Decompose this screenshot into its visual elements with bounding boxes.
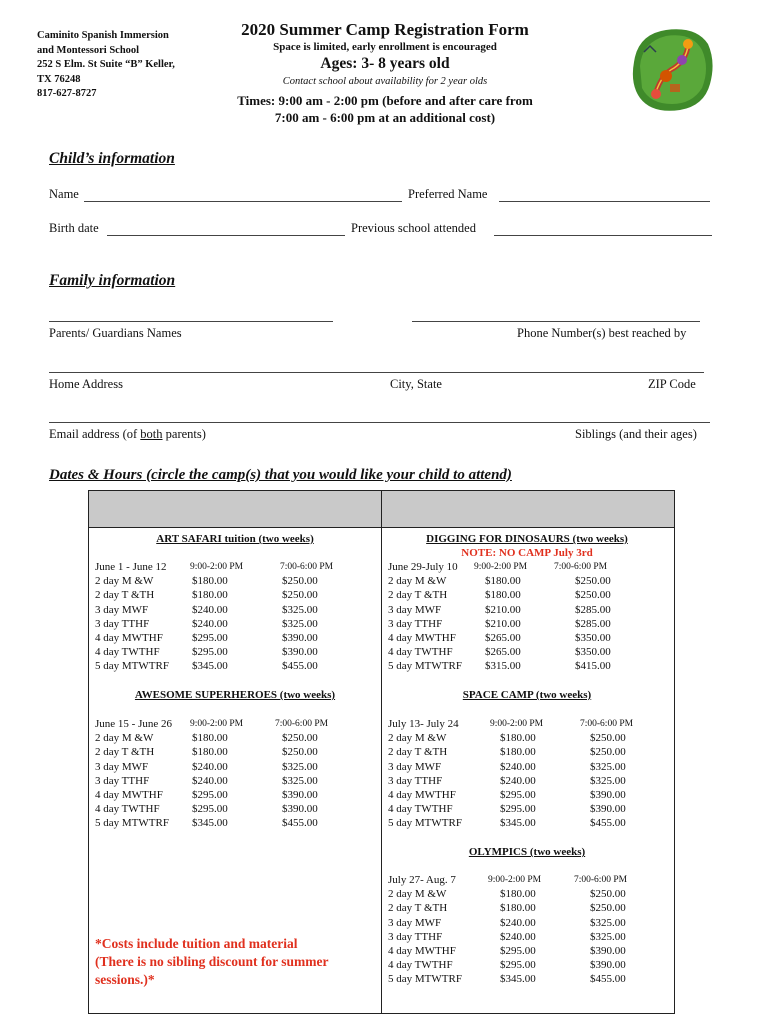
camp-olympics[interactable] xyxy=(388,873,668,987)
price-row xyxy=(95,631,375,645)
price-row xyxy=(388,944,668,958)
camp-art-safari[interactable] xyxy=(95,560,375,674)
price-day: $295.00 xyxy=(500,944,536,957)
price-extended: $390.00 xyxy=(590,944,626,957)
price-row xyxy=(388,574,668,588)
price-day: $315.00 xyxy=(485,660,521,673)
phone-label: Phone Number(s) best reached by xyxy=(517,326,687,340)
price-row xyxy=(388,802,668,816)
price-extended: $250.00 xyxy=(282,746,318,759)
city-state-label: City, State xyxy=(390,377,442,391)
camp-hours-extended: 7:00-6:00 PM xyxy=(280,562,334,572)
plan-label: 2 day M &W xyxy=(95,575,154,588)
price-day: $180.00 xyxy=(485,589,521,602)
table-column-divider xyxy=(381,491,382,1013)
siblings-label: Siblings (and their ages) xyxy=(575,427,697,441)
plan-label: 4 day MWTHF xyxy=(388,631,456,644)
no-camp-note: NOTE: NO CAMP July 3rd xyxy=(461,547,593,559)
price-row xyxy=(95,659,375,673)
price-extended: $455.00 xyxy=(282,660,318,673)
price-row xyxy=(388,617,668,631)
camp-space[interactable] xyxy=(388,717,668,831)
price-row xyxy=(95,574,375,588)
price-extended: $325.00 xyxy=(590,916,626,929)
price-extended: $390.00 xyxy=(282,631,318,644)
price-extended: $285.00 xyxy=(575,603,611,616)
price-extended: $250.00 xyxy=(282,589,318,602)
price-row xyxy=(388,760,668,774)
camp-hours-day: 9:00-2:00 PM xyxy=(474,562,528,572)
name-field[interactable] xyxy=(84,201,402,202)
price-row xyxy=(388,774,668,788)
plan-label: 4 day TWTHF xyxy=(388,959,453,972)
previous-school-field[interactable] xyxy=(494,235,712,236)
price-day: $295.00 xyxy=(500,788,536,801)
price-row xyxy=(388,916,668,930)
price-extended: $325.00 xyxy=(282,617,318,630)
price-extended: $325.00 xyxy=(282,760,318,773)
price-extended: $285.00 xyxy=(575,617,611,630)
camp-dinosaurs[interactable] xyxy=(388,560,668,674)
plan-label: 3 day TTHF xyxy=(388,617,443,630)
camp-dates: June 29-July 10 xyxy=(388,561,458,573)
plan-label: 3 day MWF xyxy=(388,603,442,616)
price-row xyxy=(388,958,668,972)
plan-label: 3 day TTHF xyxy=(388,774,443,787)
plan-label: 3 day MWF xyxy=(95,760,149,773)
price-row xyxy=(388,745,668,759)
school-address-line2: TX 76248 xyxy=(37,73,81,85)
price-extended: $390.00 xyxy=(282,788,318,801)
price-row xyxy=(95,645,375,659)
plan-label: 4 day TWTHF xyxy=(388,803,453,816)
birth-date-label: Birth date xyxy=(49,221,99,235)
price-extended: $415.00 xyxy=(575,660,611,673)
price-day: $265.00 xyxy=(485,646,521,659)
price-row xyxy=(388,645,668,659)
school-name-line2: and Montessori School xyxy=(37,44,140,56)
price-day: $240.00 xyxy=(192,774,228,787)
child-info-title: Child’s information xyxy=(49,150,175,167)
school-name-line1: Caminito Spanish Immersion xyxy=(37,30,169,41)
price-row xyxy=(388,631,668,645)
price-extended: $325.00 xyxy=(590,760,626,773)
price-day: $180.00 xyxy=(192,575,228,588)
price-row xyxy=(388,659,668,673)
price-extended: $325.00 xyxy=(590,930,626,943)
price-day: $345.00 xyxy=(192,817,228,830)
price-row xyxy=(95,760,375,774)
price-extended: $350.00 xyxy=(575,646,611,659)
price-extended: $325.00 xyxy=(590,774,626,787)
price-day: $295.00 xyxy=(192,646,228,659)
camp-hours-day: 9:00-2:00 PM xyxy=(190,562,244,572)
price-day: $295.00 xyxy=(192,631,228,644)
price-row xyxy=(388,603,668,617)
plan-label: 2 day T &TH xyxy=(388,589,448,602)
plan-label: 4 day MWTHF xyxy=(388,944,456,957)
costs-note xyxy=(95,935,380,989)
name-label: Name xyxy=(49,187,79,201)
plan-label: 2 day M &W xyxy=(388,575,447,588)
plan-label: 2 day T &TH xyxy=(95,746,155,759)
price-day: $295.00 xyxy=(500,959,536,972)
times-line2: 7:00 am - 6:00 pm at an additional cost) xyxy=(274,110,496,125)
price-extended: $325.00 xyxy=(282,603,318,616)
camp-title-superheroes[interactable]: AWESOME SUPERHEROES (two weeks) xyxy=(134,689,336,701)
family-info-title: Family information xyxy=(49,272,176,289)
home-address-label: Home Address xyxy=(49,377,123,391)
camp-times xyxy=(190,92,580,126)
price-day: $240.00 xyxy=(500,916,536,929)
camp-title-art-safari[interactable]: ART SAFARI tuition (two weeks) xyxy=(156,533,314,545)
plan-label: 3 day MWF xyxy=(95,603,149,616)
price-row xyxy=(388,972,668,986)
costs-note-line1: *Costs include tuition and material xyxy=(95,936,298,951)
camp-title-space[interactable]: SPACE CAMP (two weeks) xyxy=(462,689,592,701)
price-extended: $390.00 xyxy=(282,646,318,659)
preferred-name-label: Preferred Name xyxy=(408,187,488,201)
dates-hours-title: Dates & Hours (circle the camp(s) that you would like your child to attend) xyxy=(49,467,512,483)
price-day: $240.00 xyxy=(500,930,536,943)
price-day: $180.00 xyxy=(500,732,536,745)
plan-label: 2 day M &W xyxy=(388,732,447,745)
camp-hours-day: 9:00-2:00 PM xyxy=(488,875,542,885)
price-day: $210.00 xyxy=(485,617,521,630)
plan-label: 3 day MWF xyxy=(388,916,442,929)
price-extended: $390.00 xyxy=(590,788,626,801)
price-extended: $350.00 xyxy=(575,631,611,644)
price-extended: $250.00 xyxy=(590,902,626,915)
camp-hours-extended: 7:00-6:00 PM xyxy=(275,719,329,729)
price-day: $180.00 xyxy=(485,575,521,588)
email-label-post: parents) xyxy=(162,427,206,441)
contact-note: Contact school about availability for 2 year olds xyxy=(282,76,488,87)
price-day: $180.00 xyxy=(192,746,228,759)
plan-label: 2 day T &TH xyxy=(388,902,448,915)
price-extended: $250.00 xyxy=(575,575,611,588)
price-row xyxy=(95,774,375,788)
price-day: $180.00 xyxy=(192,589,228,602)
price-extended: $455.00 xyxy=(590,973,626,986)
camp-hours-extended: 7:00-6:00 PM xyxy=(574,875,628,885)
costs-note-line2: (There is no sibling discount for summer xyxy=(95,954,329,969)
price-row xyxy=(388,816,668,830)
plan-label: 2 day M &W xyxy=(388,888,447,901)
price-extended: $250.00 xyxy=(575,589,611,602)
price-day: $240.00 xyxy=(192,760,228,773)
camp-hours-extended: 7:00-6:00 PM xyxy=(554,562,608,572)
camp-dates: June 1 - June 12 xyxy=(95,561,167,573)
price-extended: $250.00 xyxy=(282,575,318,588)
email-label-pre: Email address (of xyxy=(49,427,141,441)
price-day: $240.00 xyxy=(500,760,536,773)
plan-label: 5 day MTWTRF xyxy=(95,817,169,830)
ages-range: Ages: 3- 8 years old xyxy=(320,55,450,72)
plan-label: 2 day T &TH xyxy=(95,589,155,602)
price-row xyxy=(95,816,375,830)
camp-dates: June 15 - June 26 xyxy=(95,718,172,730)
price-day: $345.00 xyxy=(500,973,536,986)
price-extended: $250.00 xyxy=(282,732,318,745)
price-day: $295.00 xyxy=(192,803,228,816)
phone-numbers-field[interactable] xyxy=(412,321,700,322)
price-day: $180.00 xyxy=(500,746,536,759)
price-day: $345.00 xyxy=(192,660,228,673)
price-row xyxy=(95,731,375,745)
price-row xyxy=(388,930,668,944)
camp-title-olympics[interactable]: OLYMPICS (two weeks) xyxy=(468,846,586,858)
email-label-both: both xyxy=(140,427,163,441)
price-day: $295.00 xyxy=(192,788,228,801)
price-extended: $390.00 xyxy=(282,803,318,816)
plan-label: 4 day MWTHF xyxy=(388,788,456,801)
camp-hours-day: 9:00-2:00 PM xyxy=(490,719,544,729)
enrollment-note: Space is limited, early enrollment is encouraged xyxy=(273,41,497,53)
home-address-field[interactable] xyxy=(49,372,704,373)
parents-label: Parents/ Guardians Names xyxy=(49,326,182,340)
price-day: $265.00 xyxy=(485,631,521,644)
price-extended: $390.00 xyxy=(590,959,626,972)
price-day: $210.00 xyxy=(485,603,521,616)
price-extended: $250.00 xyxy=(590,888,626,901)
price-day: $240.00 xyxy=(192,603,228,616)
school-address-line1: 252 S Elm. St Suite “B” Keller, xyxy=(37,59,175,70)
price-extended: $250.00 xyxy=(590,732,626,745)
camp-dates: July 13- July 24 xyxy=(388,718,459,730)
camp-logo-icon xyxy=(626,22,718,116)
costs-note-line3: sessions.)* xyxy=(95,972,155,987)
price-extended: $455.00 xyxy=(590,817,626,830)
price-row xyxy=(95,603,375,617)
price-extended: $325.00 xyxy=(282,774,318,787)
zip-code-label: ZIP Code xyxy=(648,377,696,391)
price-row xyxy=(388,887,668,901)
price-day: $345.00 xyxy=(500,817,536,830)
plan-label: 2 day T &TH xyxy=(388,746,448,759)
camp-hours-day: 9:00-2:00 PM xyxy=(190,719,244,729)
price-row xyxy=(95,802,375,816)
plan-label: 5 day MTWTRF xyxy=(388,973,462,986)
form-title: 2020 Summer Camp Registration Form xyxy=(241,20,529,39)
preferred-name-field[interactable] xyxy=(499,201,710,202)
plan-label: 4 day MWTHF xyxy=(95,631,163,644)
price-day: $295.00 xyxy=(500,803,536,816)
plan-label: 3 day TTHF xyxy=(95,617,150,630)
times-line1: Times: 9:00 am - 2:00 pm (before and after care from xyxy=(237,93,533,108)
price-row xyxy=(388,901,668,915)
plan-label: 4 day TWTHF xyxy=(95,803,160,816)
price-day: $240.00 xyxy=(500,774,536,787)
price-extended: $390.00 xyxy=(590,803,626,816)
price-row xyxy=(95,745,375,759)
camp-superheroes[interactable] xyxy=(95,717,375,831)
camp-dates: July 27- Aug. 7 xyxy=(388,874,456,886)
price-day: $180.00 xyxy=(192,732,228,745)
price-day: $240.00 xyxy=(192,617,228,630)
birth-date-field[interactable] xyxy=(107,235,345,236)
price-extended: $250.00 xyxy=(590,746,626,759)
plan-label: 2 day M &W xyxy=(95,732,154,745)
plan-label: 5 day MTWTRF xyxy=(388,660,462,673)
price-row xyxy=(95,788,375,802)
school-info xyxy=(37,29,175,102)
camp-hours-extended: 7:00-6:00 PM xyxy=(580,719,634,729)
price-row xyxy=(388,731,668,745)
plan-label: 5 day MTWTRF xyxy=(95,660,169,673)
school-phone: 817-627-8727 xyxy=(37,88,97,99)
plan-label: 4 day MWTHF xyxy=(95,788,163,801)
price-day: $180.00 xyxy=(500,888,536,901)
price-extended: $455.00 xyxy=(282,817,318,830)
email-label xyxy=(49,427,206,442)
price-row xyxy=(388,588,668,602)
plan-label: 4 day TWTHF xyxy=(388,646,453,659)
plan-label: 5 day MTWTRF xyxy=(388,817,462,830)
camp-title-dinosaurs[interactable]: DIGGING FOR DINOSAURS (two weeks) xyxy=(426,533,628,545)
plan-label: 3 day MWF xyxy=(388,760,442,773)
price-day: $180.00 xyxy=(500,902,536,915)
parents-names-field[interactable] xyxy=(49,321,333,322)
plan-label: 3 day TTHF xyxy=(388,930,443,943)
plan-label: 4 day TWTHF xyxy=(95,646,160,659)
previous-school-label: Previous school attended xyxy=(351,221,476,235)
price-row xyxy=(388,788,668,802)
plan-label: 3 day TTHF xyxy=(95,774,150,787)
email-siblings-field[interactable] xyxy=(49,422,710,423)
price-row xyxy=(95,617,375,631)
price-row xyxy=(95,588,375,602)
